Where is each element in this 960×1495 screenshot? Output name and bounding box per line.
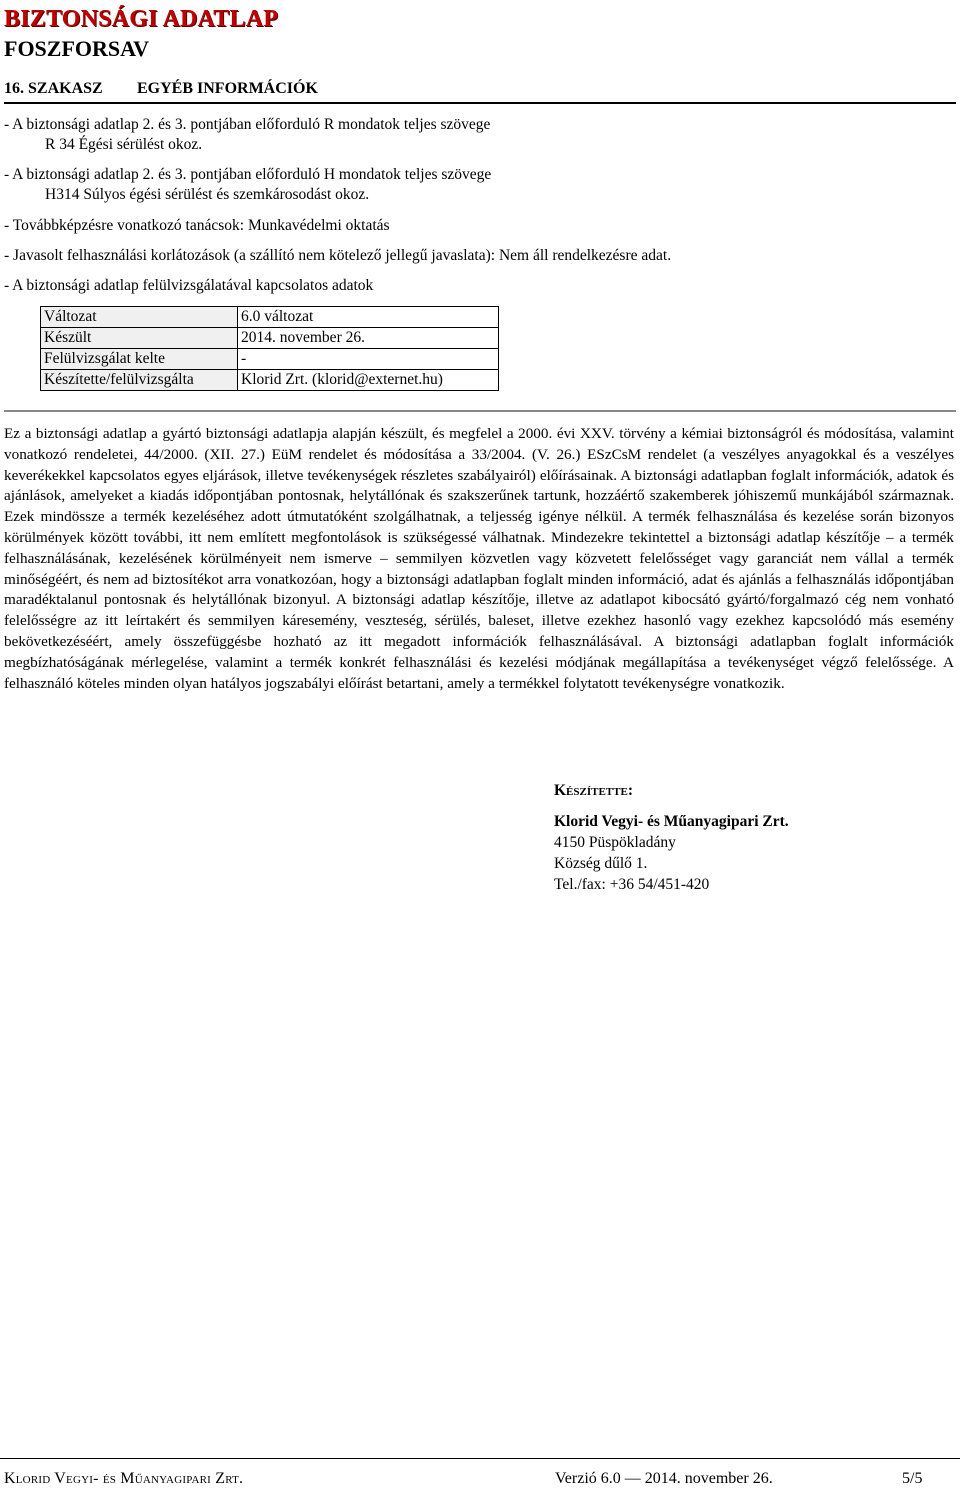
section-header — [4, 80, 956, 104]
footer-version: Verzió 6.0 — 2014. november 26. — [555, 1470, 773, 1487]
revision-key: Készítette/felülvizsgálta — [41, 370, 238, 391]
training-item: - Továbbképzésre vonatkozó tanácsok: Munkavédelmi oktatás — [4, 217, 390, 234]
product-name: FOSZFORSAV — [4, 36, 150, 61]
revision-key: Felülvizsgálat kelte — [41, 349, 238, 370]
revision-value: - — [238, 349, 499, 370]
author-address-street: Község dűlő 1. — [554, 855, 648, 872]
revision-value: 2014. november 26. — [238, 328, 499, 349]
document-title: BIZTONSÁGI ADATLAP — [4, 6, 279, 32]
revision-item: - A biztonsági adatlap felülvizsgálatával kapcsolatos adatok — [4, 277, 374, 294]
h-phrases-item: - A biztonsági adatlap 2. és 3. pontjában előforduló H mondatok teljes szövege — [4, 166, 492, 183]
h314-phrase: H314 Súlyos égési sérülést és szemkárosodást okoz. — [45, 186, 370, 203]
revision-value: 6.0 változat — [238, 307, 499, 328]
revision-table — [40, 306, 499, 391]
author-phone: Tel./fax: +36 54/451-420 — [554, 876, 710, 893]
r34-phrase: R 34 Égési sérülést okoz. — [45, 136, 203, 153]
revision-key: Készült — [41, 328, 238, 349]
disclaimer-paragraph: Ez a biztonsági adatlap a gyártó biztonsági adatlapja alapján készült, és megfelel a 2000. évi XXV. törvény a kémiai biztonságról és módosítása, valamint vonatkozó rendeletei, 44/2000. (XII. 27.) EüM rendelet és módosítása a 33/2004. (V. 26.) ESzCsM rendelet (a veszélyes anyagokkal és a veszélyes keverékekkel kapcsolatos egyes eljárások, illetve tevékenységek részletes szabályairól) előírásainak. A biztonsági adatlapban foglalt információk, adatok és ajánlások, amelyeket a kiadás időpontjában pontosnak, helytállónak és szakszerűnek tartunk, hozzáértő szakemberek jóhiszemű munkájából származnak. Ezek mindössze a termék kezeléséhez adott útmutatóként szolgálhatnak, a teljesség igénye nélkül. A termék felhasználása és kezelése során bizonyos körülmények között további, itt nem említett megfontolások is szükségessé válhatnak. Mindezekre tekintettel a biztonsági adatlap készítője – a termék felhasználásának, kezelésének körülményeit nem ismerve – semmilyen közvetlen vagy közvetett felelősséget vagy garanciát nem vállal a termék minőségéért, és nem ad biztosítékot arra vonatkozóan, hogy a biztonsági adatlapban foglalt minden információ, adat és ajánlás a felhasználás időpontjában maradéktalanul pontosnak és helytállónak bizonyul. A biztonsági adatlap készítője, illetve az adatlapot kibocsátó gyártó/forgalmazó cég nem vonható felelősségre az itt leírtakért és semmilyen káresemény, veszteség, sérülés, baleset, illetve ezekhez hasonló vagy ezekhez kapcsolódó más esemény bekövetkezéséért, amely összefüggésbe hozható az itt megadott információk felhasználásával. A biztonsági adatlapban foglalt információk megbízhatóságának mérlegelése, valamint a termék konkrét felhasználási és kezelési módjának megállapítása a tevékenységet végző felelőssége. A felhasználó köteles minden olyan hatályos jogszabályi előírást betartani, amely a termékkel folytatott tevékenységre vonatkozik. — [4, 425, 954, 692]
divider — [4, 410, 956, 412]
r-phrases-item: - A biztonsági adatlap 2. és 3. pontjában előforduló R mondatok teljes szövege — [4, 116, 491, 133]
table-row — [41, 307, 499, 328]
footer-company: Klorid Vegyi- és Műanyagipari Zrt. — [4, 1470, 244, 1487]
footer-divider — [0, 1458, 960, 1459]
table-row — [41, 370, 499, 391]
table-row — [41, 349, 499, 370]
author-address-city: 4150 Püspökladány — [554, 834, 676, 851]
restrictions-item: - Javasolt felhasználási korlátozások (a szállító nem kötelező jellegű javaslata): Nem áll rendelkezésre adat. — [4, 247, 672, 264]
table-row — [41, 328, 499, 349]
section-number: 16. SZAKASZ — [4, 80, 103, 97]
page-number: 5/5 — [902, 1470, 923, 1487]
revision-value: Klorid Zrt. (klorid@externet.hu) — [238, 370, 499, 391]
author-heading: Készítette: — [554, 782, 633, 799]
author-org: Klorid Vegyi- és Műanyagipari Zrt. — [554, 813, 789, 830]
section-name: EGYÉB INFORMÁCIÓK — [137, 80, 318, 97]
revision-key: Változat — [41, 307, 238, 328]
